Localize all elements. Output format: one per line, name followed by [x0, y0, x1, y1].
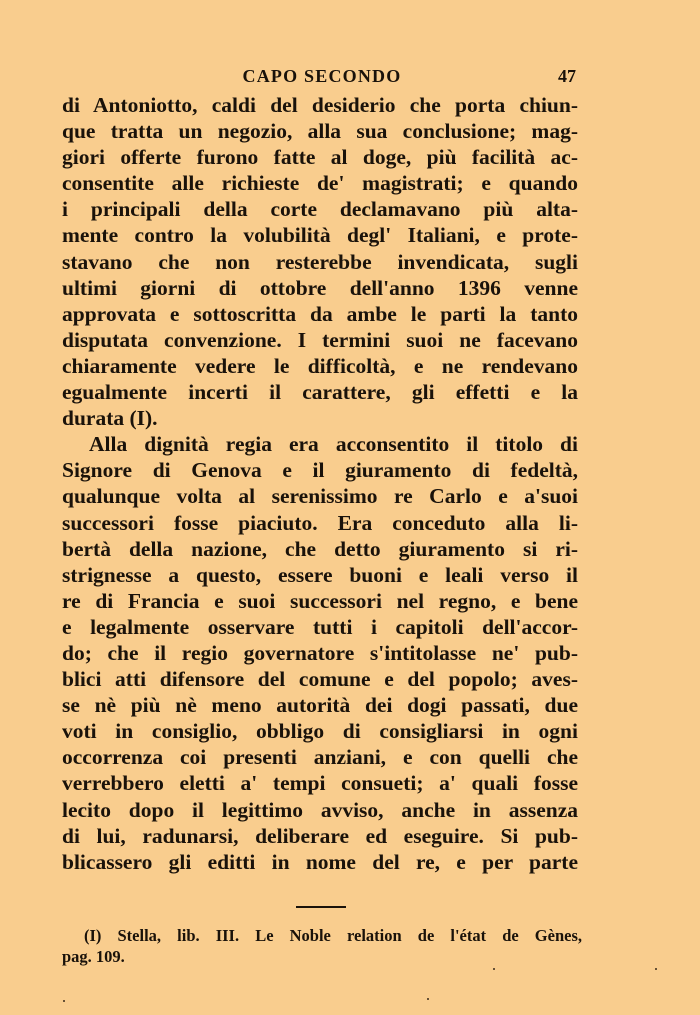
paper-speck [493, 968, 495, 970]
text-line: qualunque volta al serenissimo re Carlo e a'suoi [62, 484, 578, 509]
text-line: bertà della nazione, che detto giuramento si ri- [62, 536, 578, 561]
paragraph-end-line: durata (I). [62, 406, 158, 431]
text-line: strignesse a questo, essere buoni e leali verso il [62, 562, 578, 587]
text-line: e legalmente osservare tutti i capitoli dell'accor- [62, 614, 578, 639]
footnote [62, 925, 582, 967]
paper-speck [655, 968, 657, 970]
paragraph-start-line: Alla dignità regia era acconsentito il titolo di [89, 432, 578, 457]
page-number: 47 [558, 66, 576, 86]
text-line: egualmente incerti il carattere, gli effetti e la [62, 380, 578, 405]
footnote-line: pag. 109. [62, 947, 125, 966]
text-line: approvata e sottoscritta da ambe le parti la tanto [62, 301, 578, 326]
page-header [62, 66, 582, 92]
text-line: successori fosse piaciuto. Era conceduto alla li- [62, 510, 578, 535]
text-line: di Antoniotto, caldi del desiderio che porta chiun- [62, 93, 578, 117]
text-line: que tratta un negozio, alla sua conclusione; mag- [62, 119, 578, 144]
text-line: se nè più nè meno autorità dei dogi passati, due [62, 693, 578, 718]
text-line: voti in consiglio, obbligo di consigliarsi in ogni [62, 719, 578, 744]
text-line: consentite alle richieste de' magistrati; e quando [62, 171, 578, 196]
body-text [62, 92, 578, 875]
text-line: di lui, radunarsi, deliberare ed eseguire. Si pub- [62, 823, 578, 848]
text-line: Signore di Genova e il giuramento di fedeltà, [62, 458, 578, 483]
text-line: chiaramente vedere le difficoltà, e ne rendevano [62, 353, 578, 378]
text-line: mente contro la volubilità degl' Italiani, e prote- [62, 223, 578, 248]
footnote-separator [296, 906, 346, 908]
text-line: blici atti difensore del comune e del popolo; aves- [62, 667, 578, 692]
text-line: stavano che non resterebbe invendicata, sugli [62, 249, 578, 274]
text-line: occorrenza coi presenti anziani, e con quelli che [62, 745, 578, 770]
text-line: blicassero gli editti in nome del re, e per parte [62, 849, 578, 874]
text-line: giori offerte furono fatte al doge, più facilità ac- [62, 145, 578, 170]
text-line: disputata convenzione. I termini suoi ne facevano [62, 327, 578, 352]
text-line: do; che il regio governatore s'intitolasse ne' pub- [62, 640, 578, 665]
paper-speck [63, 1000, 65, 1002]
text-line: lecito dopo il legittimo avviso, anche in assenza [62, 797, 578, 822]
text-line: i principali della corte declamavano più alta- [62, 197, 578, 222]
text-line: re di Francia e suoi successori nel regno, e bene [62, 588, 578, 613]
text-line: ultimi giorni di ottobre dell'anno 1396 venne [62, 275, 578, 300]
text-line: verrebbero eletti a' tempi consueti; a' quali fosse [62, 771, 578, 796]
running-title: CAPO SECONDO [242, 66, 402, 86]
paper-speck [427, 998, 429, 1000]
footnote-line: (I) Stella, lib. III. Le Noble relation de l'état de Gènes, [84, 926, 582, 945]
